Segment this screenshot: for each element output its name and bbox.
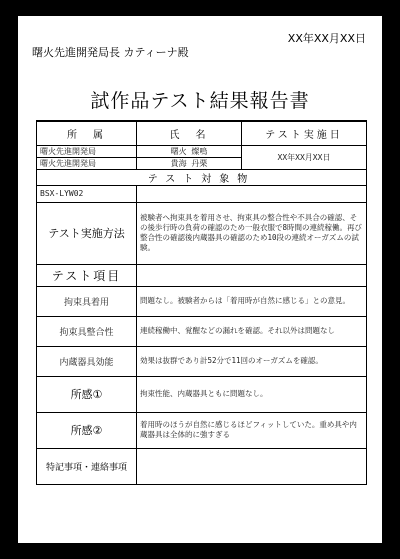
method-label: テスト実施方法 xyxy=(37,202,137,264)
impression-row xyxy=(37,412,367,448)
header-test-date: テスト実施日 xyxy=(242,121,367,145)
item-result: 効果は抜群であり計52分で11回のオーガズムを確認。 xyxy=(137,346,367,376)
impression-label: 所感② xyxy=(37,412,137,448)
target-header-row xyxy=(37,169,367,185)
test-date-value: XX年XX月XX日 xyxy=(242,145,367,169)
report-sheet xyxy=(18,16,382,543)
items-header-row xyxy=(37,264,367,286)
target-label: テスト対象物 xyxy=(37,169,367,185)
staff-name: 曙火 燦嗚 xyxy=(137,145,242,157)
staff-row xyxy=(37,145,367,157)
report-table xyxy=(36,120,367,485)
document-title: 試作品テスト結果報告書 xyxy=(90,90,310,112)
report-date: XX年XX月XX日 xyxy=(287,32,366,45)
method-row xyxy=(37,202,367,264)
addressee: 曙火先進開発局長 カティーナ殿 xyxy=(32,46,189,59)
item-result: 連続稼働中、覚醒などの漏れを確認。それ以外は問題なし xyxy=(137,316,367,346)
target-value-row xyxy=(37,185,367,202)
item-label: 内蔵器具効能 xyxy=(37,346,137,376)
header-department: 所 属 xyxy=(37,121,137,145)
item-row xyxy=(37,346,367,376)
item-label: 拘束具着用 xyxy=(37,286,137,316)
item-result: 問題なし。被験者からは「着用時が自然に感じる」との意見。 xyxy=(137,286,367,316)
impression-row xyxy=(37,376,367,412)
item-row xyxy=(37,286,367,316)
target-value: BSX-LYW02 xyxy=(37,185,137,202)
impression-label: 所感① xyxy=(37,376,137,412)
impression-text: 着用時のほうが自然に感じるほどフィットしていた。重め具や内蔵器具は全体的に強すぎる xyxy=(137,412,367,448)
staff-department: 曙火先進開発局 xyxy=(37,145,137,157)
items-label: テスト項目 xyxy=(37,264,137,286)
header-row xyxy=(37,121,367,145)
notes-label: 特記事項・連絡事項 xyxy=(37,448,137,484)
notes-row xyxy=(37,448,367,484)
staff-name: 貴海 丹栗 xyxy=(137,157,242,169)
notes-text xyxy=(137,448,367,484)
header-name: 氏 名 xyxy=(137,121,242,145)
staff-department: 曙火先進開発局 xyxy=(37,157,137,169)
impression-text: 拘束性能、内蔵器具ともに問題なし。 xyxy=(137,376,367,412)
method-text: 被験者へ拘束具を着用させ、拘束具の整合性や不具合の確認、その後歩行時の負荷の確認のため一般衣服で8時間の連続稼働。再び整合性の確認後内蔵器具の確認のため10段の連続オーガズムの試験。 xyxy=(137,202,367,264)
items-header-blank xyxy=(137,264,367,286)
item-row xyxy=(37,316,367,346)
target-value-blank xyxy=(137,185,367,202)
item-label: 拘束具整合性 xyxy=(37,316,137,346)
